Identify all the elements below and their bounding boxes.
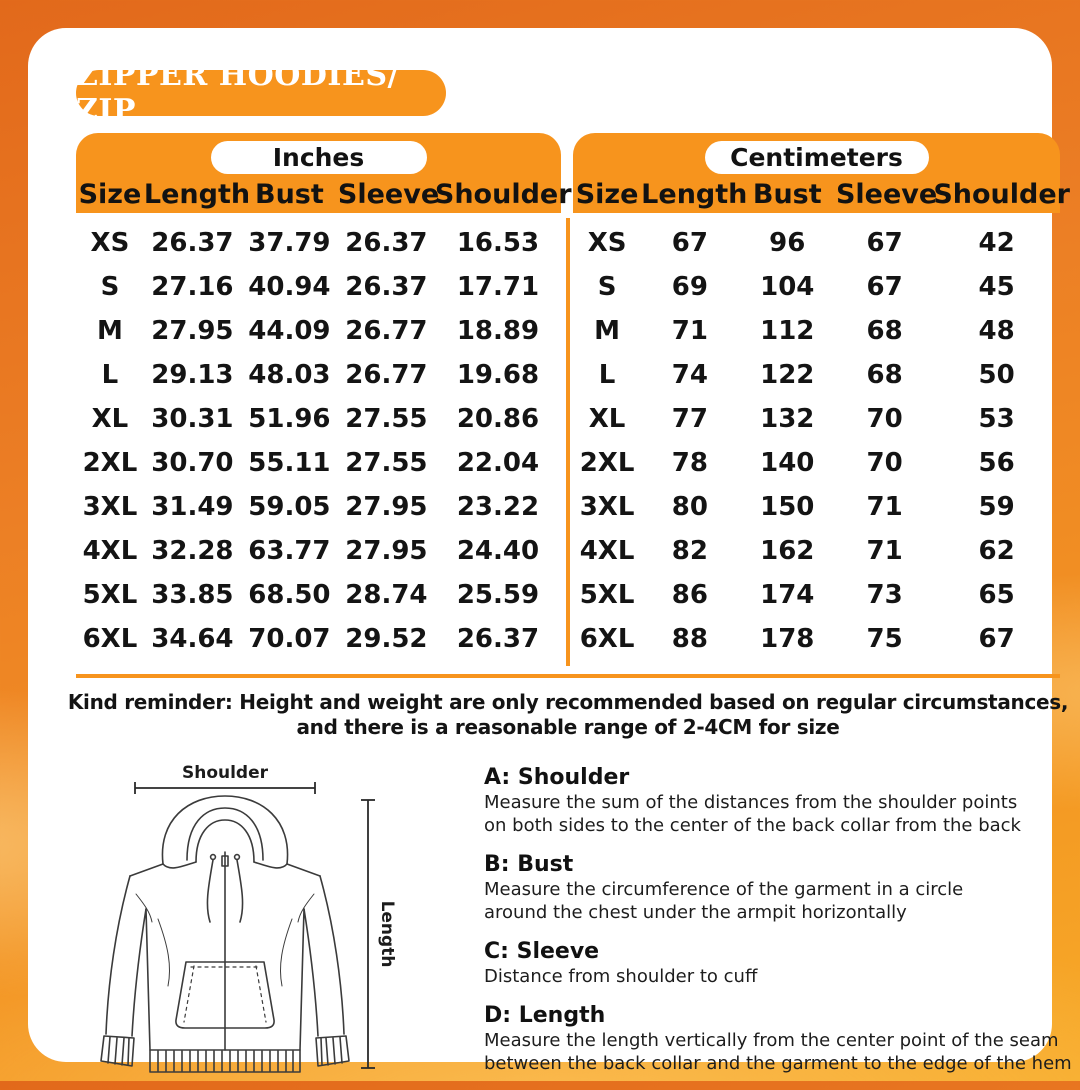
- measurement-instructions: [484, 764, 1080, 1089]
- table-cell: 65: [978, 580, 1015, 610]
- table-cell: 82: [671, 536, 708, 566]
- table-cell: 68: [866, 360, 903, 390]
- table-cell: 56: [978, 448, 1015, 478]
- table-row: [573, 353, 1060, 397]
- table-cell: 86: [671, 580, 708, 610]
- table-cell: 26.37: [151, 228, 234, 258]
- table-row: [573, 485, 1060, 529]
- table-cell: 2XL: [579, 448, 635, 478]
- table-row: [573, 573, 1060, 617]
- table-cell: 5XL: [579, 580, 635, 610]
- table-cell: 78: [671, 448, 708, 478]
- table-cell: 17.71: [456, 272, 540, 302]
- table-cell: 40.94: [248, 272, 331, 302]
- table-cell: 37.79: [248, 228, 331, 258]
- shoulder-arrow: [135, 782, 315, 794]
- page-title: ZIPPER HOODIES/ ZIP: [76, 70, 446, 116]
- horizontal-divider: [76, 674, 1060, 678]
- instruction-heading: D: Length: [484, 1003, 606, 1028]
- table-cell: 74: [671, 360, 708, 390]
- table-cell: 26.37: [345, 228, 428, 258]
- table-cell: 75: [866, 624, 903, 654]
- table-cell: 140: [760, 448, 815, 478]
- column-header: Shoulder: [933, 179, 1070, 210]
- table-cell: 71: [671, 316, 708, 346]
- table-cell: XL: [588, 404, 626, 434]
- instruction-text: around the chest under the armpit horizontally: [484, 902, 907, 923]
- table-cell: 20.86: [456, 404, 540, 434]
- instruction-length: [484, 1002, 1080, 1075]
- table-cell: 80: [671, 492, 708, 522]
- table-cell: 178: [760, 624, 815, 654]
- table-cell: M: [97, 316, 123, 346]
- table-cell: 33.85: [151, 580, 234, 610]
- table-cell: 4XL: [579, 536, 635, 566]
- instruction-text: Measure the circumference of the garment in a circle: [484, 879, 964, 900]
- table-cell: 24.40: [456, 536, 540, 566]
- table-row: [573, 441, 1060, 485]
- table-cell: 28.74: [345, 580, 428, 610]
- table-cell: 48.03: [248, 360, 331, 390]
- table-cell: XL: [91, 404, 129, 434]
- table-cell: 26.37: [456, 624, 540, 654]
- size-chart-card: [28, 28, 1072, 1074]
- vertical-divider: [566, 218, 570, 666]
- table-cell: 4XL: [82, 536, 138, 566]
- table-cell: S: [100, 272, 120, 302]
- table-cell: 45: [978, 272, 1015, 302]
- table-row: [76, 617, 561, 661]
- table-cell: 16.53: [456, 228, 540, 258]
- table-cell: 104: [760, 272, 815, 302]
- table-cell: 122: [760, 360, 815, 390]
- table-cell: 19.68: [456, 360, 540, 390]
- table-cell: 3XL: [579, 492, 635, 522]
- table-cell: 67: [978, 624, 1015, 654]
- table-cell: 5XL: [82, 580, 138, 610]
- table-cell: L: [598, 360, 616, 390]
- inches-table-body: [76, 221, 561, 661]
- centimeters-table-body: [573, 221, 1060, 661]
- table-cell: 67: [866, 228, 903, 258]
- table-cell: 62: [978, 536, 1015, 566]
- table-cell: 70.07: [248, 624, 331, 654]
- table-cell: 27.55: [345, 404, 428, 434]
- table-cell: 3XL: [82, 492, 138, 522]
- table-cell: 150: [760, 492, 815, 522]
- table-cell: 25.59: [456, 580, 540, 610]
- column-header: Sleeve: [835, 179, 938, 210]
- column-header: Length: [641, 179, 748, 210]
- reminder-line-2: and there is a reasonable range of 2-4CM for size: [296, 715, 840, 739]
- table-cell: 162: [760, 536, 815, 566]
- instruction-sleeve: [484, 938, 1080, 988]
- centimeters-unit-pill: Centimeters: [705, 141, 929, 174]
- table-cell: 26.77: [345, 360, 428, 390]
- hoodie-measurement-diagram: [88, 754, 428, 1086]
- table-cell: 55.11: [248, 448, 331, 478]
- table-cell: L: [101, 360, 119, 390]
- column-header: Bust: [255, 179, 324, 210]
- inches-column-headers: [76, 177, 572, 213]
- table-cell: 29.13: [151, 360, 234, 390]
- table-row: [573, 397, 1060, 441]
- table-cell: 23.22: [456, 492, 540, 522]
- table-row: [76, 353, 561, 397]
- table-cell: 42: [978, 228, 1015, 258]
- table-cell: 71: [866, 536, 903, 566]
- table-cell: 26.37: [345, 272, 428, 302]
- reminder-line-1: Kind reminder: Height and weight are only recommended based on regular circumstances,: [67, 690, 1069, 714]
- instruction-text: on both sides to the center of the back collar from the back: [484, 815, 1021, 836]
- table-cell: 29.52: [345, 624, 428, 654]
- hoodie-line-drawing: [88, 754, 428, 1086]
- table-cell: 27.55: [345, 448, 428, 478]
- instruction-text: Measure the sum of the distances from the shoulder points: [484, 792, 1018, 813]
- table-cell: 73: [866, 580, 903, 610]
- table-cell: 30.31: [151, 404, 234, 434]
- table-cell: 26.77: [345, 316, 428, 346]
- table-cell: 69: [671, 272, 708, 302]
- table-cell: 22.04: [456, 448, 540, 478]
- table-cell: 2XL: [82, 448, 138, 478]
- table-row: [76, 221, 561, 265]
- table-cell: 68: [866, 316, 903, 346]
- table-cell: M: [594, 316, 621, 346]
- table-row: [76, 485, 561, 529]
- table-cell: 132: [760, 404, 815, 434]
- table-row: [76, 529, 561, 573]
- table-cell: 70: [866, 448, 903, 478]
- table-cell: 53: [978, 404, 1015, 434]
- shoulder-arrow-label: Shoulder: [181, 763, 269, 783]
- table-cell: 112: [760, 316, 815, 346]
- table-row: [573, 617, 1060, 661]
- table-cell: 88: [671, 624, 708, 654]
- table-cell: 174: [760, 580, 815, 610]
- table-cell: 59: [978, 492, 1015, 522]
- table-row: [76, 265, 561, 309]
- table-cell: 6XL: [579, 624, 635, 654]
- column-header: Length: [143, 179, 251, 210]
- table-row: [573, 529, 1060, 573]
- table-cell: 67: [671, 228, 708, 258]
- table-cell: 32.28: [151, 536, 234, 566]
- column-header: Size: [78, 179, 142, 210]
- table-cell: 50: [978, 360, 1015, 390]
- table-cell: XS: [90, 228, 130, 258]
- instruction-text: between the back collar and the garment to the edge of the hem: [484, 1053, 1072, 1074]
- table-cell: 27.95: [345, 492, 428, 522]
- centimeters-column-headers: [573, 177, 1070, 213]
- instruction-heading: C: Sleeve: [484, 939, 600, 964]
- table-cell: 70: [866, 404, 903, 434]
- table-cell: XS: [587, 228, 627, 258]
- table-row: [573, 221, 1060, 265]
- table-row: [573, 309, 1060, 353]
- table-cell: 96: [769, 228, 806, 258]
- table-row: [76, 573, 561, 617]
- table-cell: 34.64: [151, 624, 234, 654]
- length-arrow: [361, 800, 375, 1068]
- instruction-heading: A: Shoulder: [484, 765, 630, 790]
- table-cell: 68.50: [248, 580, 331, 610]
- table-cell: 63.77: [248, 536, 331, 566]
- instruction-text: Measure the length vertically from the center point of the seam: [484, 1030, 1059, 1051]
- table-cell: 44.09: [248, 316, 331, 346]
- table-cell: 27.95: [345, 536, 428, 566]
- table-row: [76, 441, 561, 485]
- length-arrow-label: Length: [377, 900, 397, 968]
- column-header: Sleeve: [337, 179, 440, 210]
- table-cell: 27.95: [151, 316, 234, 346]
- table-cell: 71: [866, 492, 903, 522]
- table-cell: S: [597, 272, 617, 302]
- table-cell: 31.49: [151, 492, 234, 522]
- table-cell: 27.16: [151, 272, 234, 302]
- table-cell: 6XL: [82, 624, 138, 654]
- column-header: Bust: [752, 179, 822, 210]
- column-header: Size: [575, 179, 639, 210]
- table-cell: 18.89: [456, 316, 540, 346]
- table-cell: 48: [978, 316, 1015, 346]
- instruction-text: Distance from shoulder to cuff: [484, 966, 758, 987]
- instruction-shoulder: [484, 764, 1080, 837]
- inches-table-header: [76, 133, 572, 213]
- inches-unit-pill: Inches: [211, 141, 427, 174]
- centimeters-table-header: [573, 133, 1070, 213]
- kind-reminder-note: [56, 690, 1080, 740]
- table-cell: 77: [671, 404, 708, 434]
- table-cell: 67: [866, 272, 903, 302]
- table-row: [76, 309, 561, 353]
- table-cell: 59.05: [248, 492, 331, 522]
- table-row: [573, 265, 1060, 309]
- table-row: [76, 397, 561, 441]
- table-cell: 51.96: [248, 404, 331, 434]
- instruction-bust: [484, 851, 1080, 924]
- column-header: Shoulder: [434, 179, 572, 210]
- instruction-heading: B: Bust: [484, 852, 574, 877]
- table-cell: 30.70: [151, 448, 234, 478]
